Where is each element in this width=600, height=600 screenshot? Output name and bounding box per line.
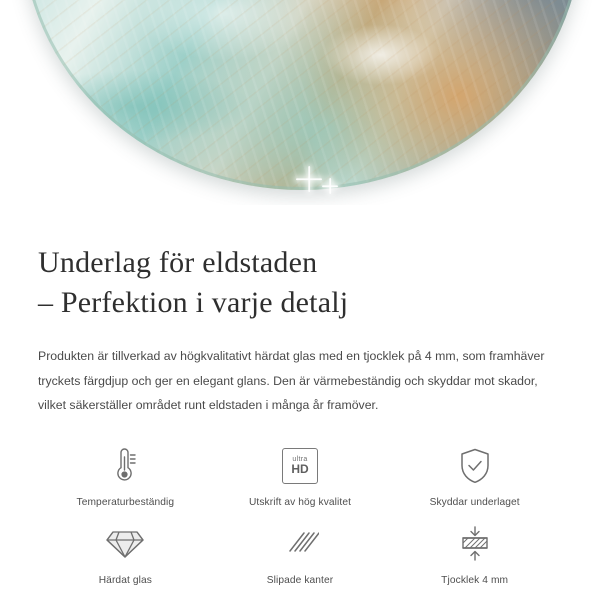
ultra-hd-icon <box>282 444 318 488</box>
feature-label: Härdat glas <box>98 574 152 586</box>
feature-label: Skyddar underlaget <box>429 496 520 508</box>
feature-item <box>213 444 388 508</box>
thermometer-icon <box>108 444 142 488</box>
ultra-hd-badge-top: ultra <box>292 456 308 463</box>
feature-label: Slipade kanter <box>266 574 334 586</box>
content-area <box>0 243 600 586</box>
diamond-icon <box>105 522 145 566</box>
feature-label: Tjocklek 4 mm <box>441 574 509 586</box>
feature-item <box>213 522 388 586</box>
product-description-text: Produkten är tillverkad av högkvalitativt härdat glas med en tjocklek på 4 mm, som framhäver tryckets färgdjup och ger en elegant glans. Den är värmebeständig och skyddar mot skador, vilket säkerställer området runt eldstaden i många år framöver. <box>38 349 545 413</box>
feature-item <box>387 444 562 508</box>
polished-edges-icon <box>281 522 319 566</box>
thickness-arrows-icon <box>455 522 495 566</box>
glass-board-image <box>22 0 582 190</box>
feature-item <box>38 522 213 586</box>
feature-label: Temperaturbeständig <box>76 496 175 508</box>
feature-label: Utskrift av hög kvalitet <box>248 496 352 508</box>
feature-item <box>387 522 562 586</box>
ultra-hd-badge-bottom: HD <box>291 462 309 477</box>
page-title-line-1: Underlag för eldstaden <box>38 246 318 279</box>
page-title-line-2: – Perfektion i varje detalj <box>38 285 349 319</box>
shield-check-icon <box>457 444 493 488</box>
feature-item <box>38 444 213 508</box>
feature-grid <box>38 444 562 586</box>
page-title <box>38 243 562 322</box>
hero-image <box>0 0 600 205</box>
